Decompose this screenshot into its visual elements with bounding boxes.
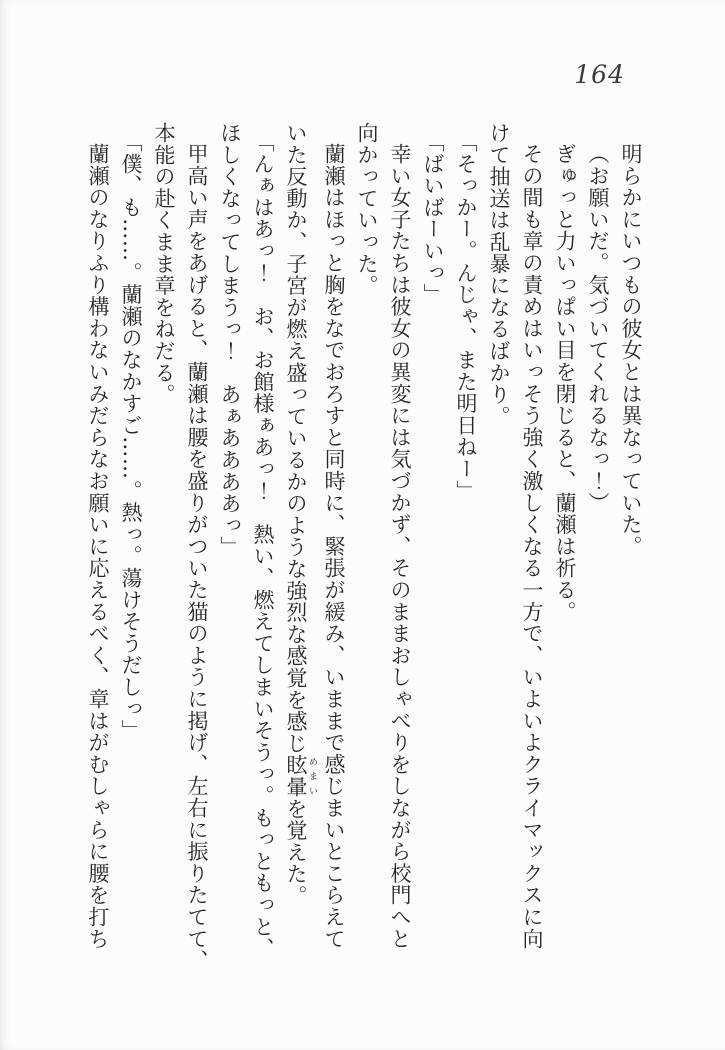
text-line: 「んぁはあっ！ お、お館様ぁあっ！ 熱い、燃えてしまいそうっ。もっともっと、 [251,131,275,960]
text-line: その間も章の責めはいっそう強く激しくなる一方で、いよいよクライマックスに向 [520,143,544,950]
page-number: 164 [574,60,625,89]
furigana-ruby: 眩暈 めまい [284,754,317,798]
text-line: 蘭瀬のなりふり構わないみだらなお願いに応えるべく、章はがむしゃらに腰を打ち [86,143,110,950]
text-line: 本能の赴くまま章をねだる。 [152,122,176,406]
text-line: 蘭瀬はほっと胸をなでおろすと同時に、緊張が緩み、いままで感じまいとこらえて [322,143,346,950]
text-line: 「ばいばーいっ」 [421,131,445,306]
text-line: 向かっていった。 [355,122,379,297]
text-line: （お願いだ。気づいてくれるなっ！） [586,143,610,514]
text-line: 幸い女子たちは彼女の異変には気づかず、そのままおしゃべりをしながら校門へと [388,143,412,950]
text-line: けて抽送は乱暴になるばかり。 [487,122,511,428]
text-line: 甲高い声をあげると、蘭瀬は腰を盛りがついた猫のように掲げ、左右に振りたてて、 [185,143,209,972]
text-line: ぎゅっと力いっぱい目を閉じると、蘭瀬は祈る。 [553,143,577,623]
text-line: 「僕、も……。蘭瀬のなかすご……。熱っ。蕩けそうだしっ」 [119,131,143,742]
text-block [81,122,647,984]
text-line: いた反動か、子宮が燃え盛っているかのような強烈な感覚を感じ眩暈 めまいを覚えた。 [284,122,317,907]
text-line: 明らかにいつもの彼女とは異なっていた。 [619,143,643,558]
text-line: 「そっかー。んじゃ、また明日ねー」 [454,131,478,502]
text-line: ほしくなってしまうっ！ あぁああああっ」 [218,122,242,558]
